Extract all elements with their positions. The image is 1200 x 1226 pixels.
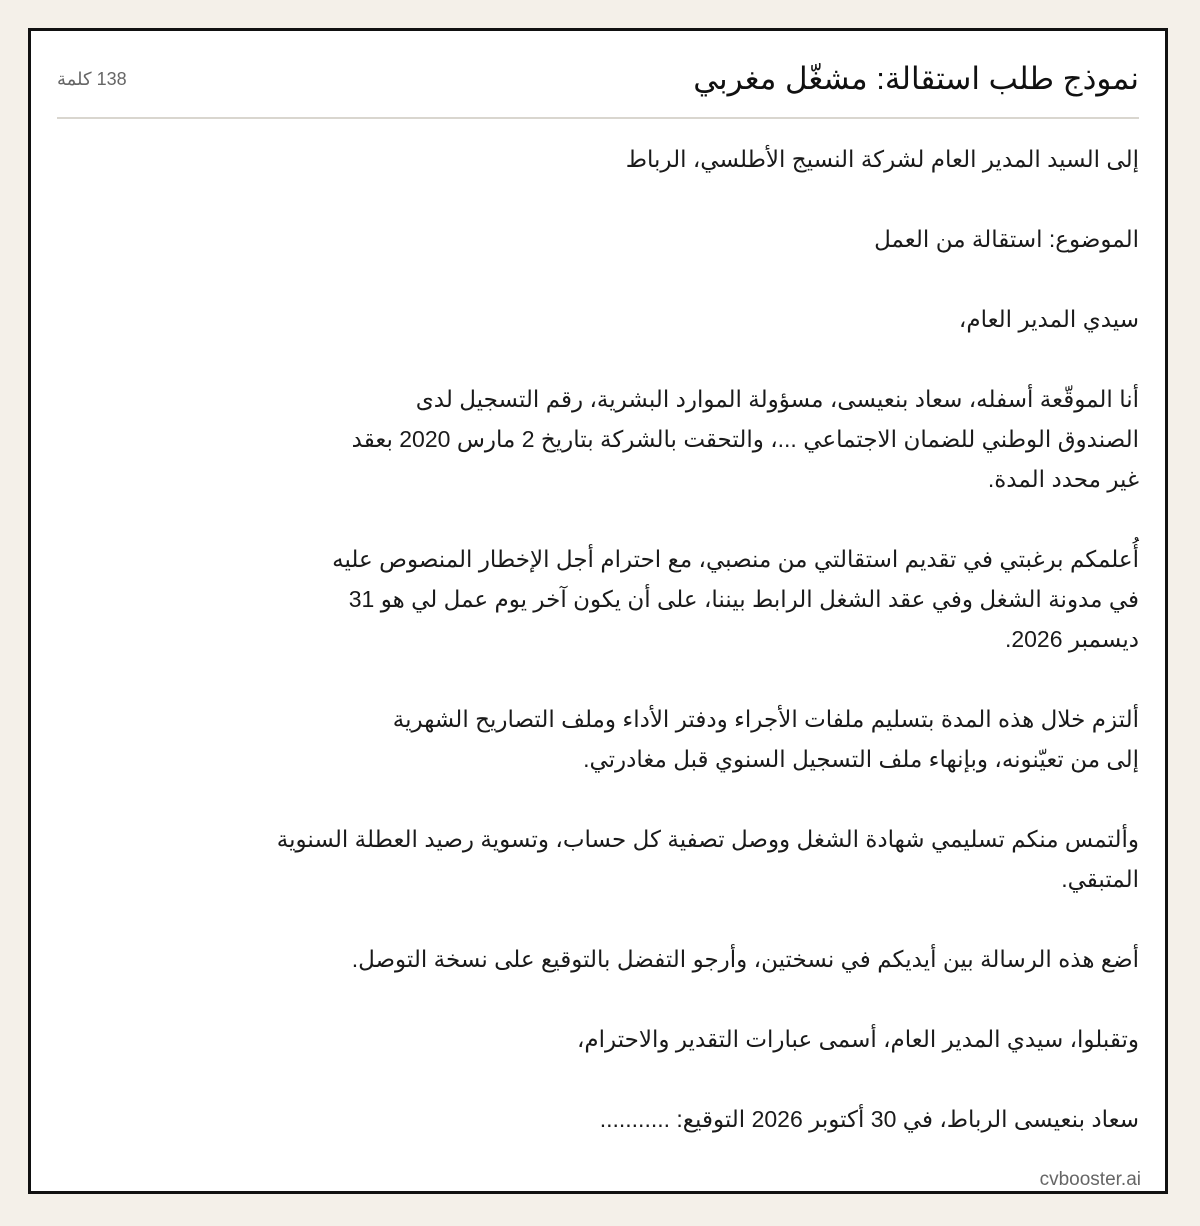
recipient-line: إلى السيد المدير العام لشركة النسيج الأطلسي، الرباط (625, 146, 1139, 172)
document-frame (28, 28, 1168, 1194)
letter-subject (139, 219, 1139, 259)
intro-line: الصندوق الوطني للضمان الاجتماعي ...، والتحقت بالشركة بتاريخ 2 مارس 2020 بعقد (351, 426, 1139, 452)
letter-signature (139, 1099, 1139, 1139)
greeting-line: سيدي المدير العام، (958, 306, 1139, 332)
page-title: نموذج طلب استقالة: مشغّل مغربي (693, 61, 1139, 96)
letter-request-paragraph (139, 819, 1139, 899)
word-count-badge: 138 كلمة (57, 69, 127, 89)
handover-line: ألتزم خلال هذه المدة بتسليم ملفات الأجراء ودفتر الأداء وملف التصاريح الشهرية (392, 706, 1139, 732)
letter-body (139, 139, 1139, 1179)
letter-recipient (139, 139, 1139, 179)
request-line: المتبقي. (1061, 866, 1139, 892)
document-header (57, 59, 1139, 119)
notice-line: في مدونة الشغل وفي عقد الشغل الرابط بيننا، على أن يكون آخر يوم عمل لي هو 31 (348, 586, 1139, 612)
closing-line: وتقبلوا، سيدي المدير العام، أسمى عبارات التقدير والاحترام، (576, 1026, 1139, 1052)
notice-line: أُعلمكم برغبتي في تقديم استقالتي من منصبي، مع احترام أجل الإخطار المنصوص عليه (332, 546, 1139, 572)
letter-intro-paragraph (139, 379, 1139, 499)
request-line: وألتمس منكم تسليمي شهادة الشغل ووصل تصفية كل حساب، وتسوية رصيد العطلة السنوية (276, 826, 1139, 852)
handover-line: إلى من تعيّنونه، وبإنهاء ملف التسجيل السنوي قبل مغادرتي. (583, 746, 1139, 772)
signature-line: سعاد بنعيسى الرباط، في 30 أكتوبر 2026 التوقيع: ........... (599, 1106, 1139, 1132)
letter-copies-paragraph (139, 939, 1139, 979)
brand-watermark: cvbooster.ai (1039, 1169, 1141, 1190)
letter-greeting (139, 299, 1139, 339)
copies-line: أضع هذه الرسالة بين أيديكم في نسختين، وأرجو التفضل بالتوقيع على نسخة التوصل. (351, 946, 1139, 972)
subject-line: الموضوع: استقالة من العمل (874, 226, 1139, 252)
letter-closing (139, 1019, 1139, 1059)
letter-notice-paragraph (139, 539, 1139, 659)
letter-handover-paragraph (139, 699, 1139, 779)
intro-line: غير محدد المدة. (987, 466, 1139, 492)
notice-line: ديسمبر 2026. (1004, 626, 1139, 652)
intro-line: أنا الموقّعة أسفله، سعاد بنعيسى، مسؤولة الموارد البشرية، رقم التسجيل لدى (415, 386, 1139, 412)
